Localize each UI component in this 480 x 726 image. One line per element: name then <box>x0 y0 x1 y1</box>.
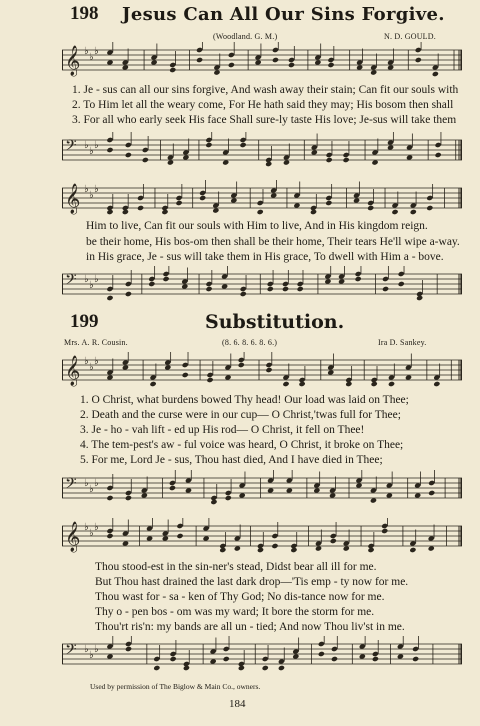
hymn-198-tune: (Woodland. G. M.) <box>213 32 278 41</box>
svg-text:♭: ♭ <box>94 184 99 195</box>
svg-text:♭: ♭ <box>84 140 89 151</box>
svg-text:♭: ♭ <box>84 274 89 285</box>
hymn-198-s1-verse-1: 1. Je - sus can all our sins forgive, And wash away their stain; Can fit our souls with <box>72 84 459 96</box>
svg-text:𝄢: 𝄢 <box>65 475 77 496</box>
svg-text:♭: ♭ <box>89 650 94 661</box>
hymn-199-s1-verse-2: 2. Death and the curse were in our cup— O Christ,'twas full for Thee; <box>80 409 401 421</box>
svg-text:𝄞: 𝄞 <box>65 46 81 76</box>
hymn-198-s1-verse-3: 3. For all who early seek His face Shall sure-ly taste His love; Je-sus will take them <box>72 114 457 126</box>
svg-text:♭: ♭ <box>84 644 89 655</box>
hymn-199-s2-verse-5: Thou'rt ris'n: my bands are all un - tied; And now Thou liv'st in me. <box>95 621 405 633</box>
hymn-198-s2-verse-3: in His grace, Je - sus will take them in His grace, To dwell with Him a - bove. <box>86 251 444 263</box>
hymn-199-s2-verse-4: Thy o - pen bos - om was my ward; It bore the storm for me. <box>95 606 375 618</box>
hymn-199-treble-staff-1 <box>62 352 462 392</box>
hymn-199-s1-verse-4: 4. The tem-pest's aw - ful voice was heard, O Christ, it broke on Thee; <box>80 439 404 451</box>
hymn-199-s2-verse-2: But Thou hast drained the last dark drop—'Tis emp - ty now for me. <box>95 576 409 588</box>
svg-text:♭: ♭ <box>94 140 99 151</box>
hymn-199-composer: Ira D. Sankey. <box>378 338 427 347</box>
hymn-199-meter: (8. 6. 8. 6. 8. 6.) <box>222 338 278 347</box>
svg-text:♭: ♭ <box>84 184 89 195</box>
hymn-199-s1-verse-3: 3. Je - ho - vah lift - ed up His rod— O Christ, it fell on Thee! <box>80 424 365 436</box>
hymn-198-treble-staff-1 <box>62 42 462 82</box>
svg-text:♭: ♭ <box>84 356 89 367</box>
hymn-198-composer: N. D. GOULD. <box>384 32 436 41</box>
svg-text:𝄢: 𝄢 <box>65 271 77 292</box>
svg-text:♭: ♭ <box>89 484 94 495</box>
svg-text:♭: ♭ <box>89 362 94 373</box>
hymn-199-s2-verse-3: Thou wast for - sa - ken of Thy God; No dis-tance now for me. <box>95 591 385 603</box>
hymn-198-s2-verse-1: Him to live, Can fit our souls with Him to live, And in His kingdom reign. <box>86 220 428 232</box>
hymn-199-treble-staff-2 <box>62 518 462 558</box>
svg-text:♭: ♭ <box>94 478 99 489</box>
svg-text:𝄢: 𝄢 <box>65 641 77 662</box>
svg-text:𝄞: 𝄞 <box>65 522 81 552</box>
svg-text:♭: ♭ <box>94 46 99 57</box>
svg-text:♭: ♭ <box>89 146 94 157</box>
hymn-199-author: Mrs. A. R. Cousin. <box>64 338 128 347</box>
svg-text:♭: ♭ <box>89 190 94 201</box>
svg-text:𝄞: 𝄞 <box>65 356 81 386</box>
svg-text:𝄢: 𝄢 <box>65 137 77 158</box>
svg-text:♭: ♭ <box>94 356 99 367</box>
hymn-198-treble-staff-2 <box>62 180 462 220</box>
permission-footnote: Used by permission of The Biglow & Main Co., owners. <box>90 682 261 691</box>
hymn-198-bass-staff-1 <box>62 132 462 172</box>
hymn-199-s2-verse-1: Thou stood-est in the sin-ner's stead, Didst bear all ill for me. <box>95 561 377 573</box>
svg-text:♭: ♭ <box>94 522 99 533</box>
svg-text:𝄞: 𝄞 <box>65 184 81 214</box>
page-number: 184 <box>229 698 246 710</box>
hymn-199-s1-verse-5: 5. For me, Lord Je - sus, Thou hast died, And I have died in Thee; <box>80 454 383 466</box>
hymn-199-title: Substitution. <box>205 311 345 333</box>
hymn-198-s1-verse-2: 2. To Him let all the weary come, For He hath said they may; His bosom then shall <box>72 99 454 111</box>
svg-text:♭: ♭ <box>89 528 94 539</box>
svg-text:♭: ♭ <box>84 46 89 57</box>
svg-text:♭: ♭ <box>94 644 99 655</box>
svg-text:♭: ♭ <box>84 522 89 533</box>
hymn-198-s2-verse-2: be their home, His bos-om then shall be their home, Their tears He'll wipe a-way. <box>86 236 460 248</box>
hymn-199-number: 199 <box>70 311 99 332</box>
svg-text:♭: ♭ <box>89 52 94 63</box>
hymn-199-bass-staff-1 <box>62 470 462 510</box>
svg-text:♭: ♭ <box>84 478 89 489</box>
hymn-198-title: Jesus Can All Our Sins Forgive. <box>122 4 445 25</box>
hymn-198-bass-staff-2 <box>62 266 462 306</box>
hymn-198-number: 198 <box>70 3 99 24</box>
svg-text:♭: ♭ <box>89 280 94 291</box>
hymn-199-bass-staff-2 <box>62 636 462 676</box>
svg-text:♭: ♭ <box>94 274 99 285</box>
hymn-199-s1-verse-1: 1. O Christ, what burdens bowed Thy head! Our load was laid on Thee; <box>80 394 409 406</box>
